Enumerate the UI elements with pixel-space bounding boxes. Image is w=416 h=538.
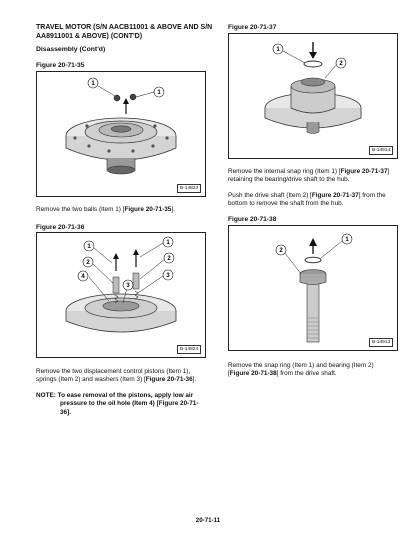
figure-38-caption: Figure 20-71-38 bbox=[228, 216, 277, 223]
figure-36-callout: 2 bbox=[86, 260, 90, 267]
paragraph-push-shaft: Push the drive shaft (Item 2) [Figure 20-71-37] from the bottom to remove the shaft from the hub. bbox=[228, 192, 386, 208]
figure-36-callout: 3 bbox=[166, 273, 170, 280]
figure-38-frame bbox=[228, 225, 398, 351]
figure-ref: Figure 20-71-35 bbox=[124, 206, 172, 213]
figure-ref: Figure 20-71-37 bbox=[311, 192, 359, 199]
figure-36-frame bbox=[36, 232, 206, 358]
note-block: NOTE: To ease removal of the pistons, apply low air pressure to the oil hole (Item 4) [Figure 20-71- 36]. bbox=[36, 392, 199, 416]
figure-35-id: B-14823 bbox=[177, 184, 201, 193]
page-title bbox=[36, 24, 212, 41]
figure-37-frame bbox=[228, 33, 398, 159]
paragraph-remove-snap-ring: Remove the internal snap ring (Item 1) [Figure 20-71-37] retaining the bearing/drive shaft to the hub. bbox=[228, 168, 390, 184]
paragraph-remove-bearing: Remove the snap ring (Item 1) and bearing (Item 2) [Figure 20-71-38] from the drive shaft. bbox=[228, 362, 374, 378]
figure-35-callout: 1 bbox=[157, 90, 161, 97]
paragraph-remove-balls: Remove the two balls (Item 1) [Figure 20-71-35]. bbox=[36, 206, 175, 213]
figure-37-callout: 2 bbox=[339, 61, 343, 68]
figure-38-callout: 1 bbox=[345, 237, 349, 244]
page-title-line1: TRAVEL MOTOR (S/N AACB11001 & ABOVE AND S/N bbox=[36, 24, 213, 31]
figure-35-callout: 1 bbox=[91, 81, 95, 88]
figure-36-callout: 1 bbox=[166, 240, 170, 247]
paragraph-remove-pistons: Remove the two displacement control pistons (Item 1), springs (Item 2) and washers (Item 3) [Figure 20-71-36]. bbox=[36, 368, 197, 384]
figure-37-caption: Figure 20-71-37 bbox=[228, 24, 277, 31]
figure-ref: Figure 20-71-37 bbox=[340, 168, 388, 175]
figure-38-callout: 2 bbox=[279, 248, 283, 255]
figure-36-callout: 2 bbox=[167, 256, 171, 263]
figure-36-illustration bbox=[37, 233, 205, 357]
figure-36-callout: 4 bbox=[81, 274, 85, 281]
figure-35-frame bbox=[36, 71, 206, 197]
figure-36-callout: 1 bbox=[87, 244, 91, 251]
figure-36-id: B-14824 bbox=[177, 345, 201, 354]
figure-38-illustration bbox=[229, 226, 397, 350]
figure-37-illustration bbox=[229, 34, 397, 158]
page-number: 20-71-11 bbox=[195, 517, 221, 524]
page-title-line2: AA8911001 & ABOVE) (CONT'D) bbox=[36, 32, 143, 40]
figure-37-id: B-14914 bbox=[369, 146, 393, 155]
section-heading: Disassembly (Cont'd) bbox=[36, 46, 106, 53]
figure-ref: Figure 20-71-38 bbox=[229, 370, 277, 378]
figure-38-id: B-14913 bbox=[369, 338, 393, 347]
figure-35-illustration bbox=[37, 72, 205, 196]
figure-ref: Figure 20-71-36 bbox=[145, 376, 193, 384]
figure-36-caption: Figure 20-71-36 bbox=[36, 224, 85, 231]
figure-36-callout: 3 bbox=[126, 283, 130, 290]
figure-37-callout: 1 bbox=[276, 47, 280, 54]
figure-35-caption: Figure 20-71-35 bbox=[36, 62, 85, 69]
